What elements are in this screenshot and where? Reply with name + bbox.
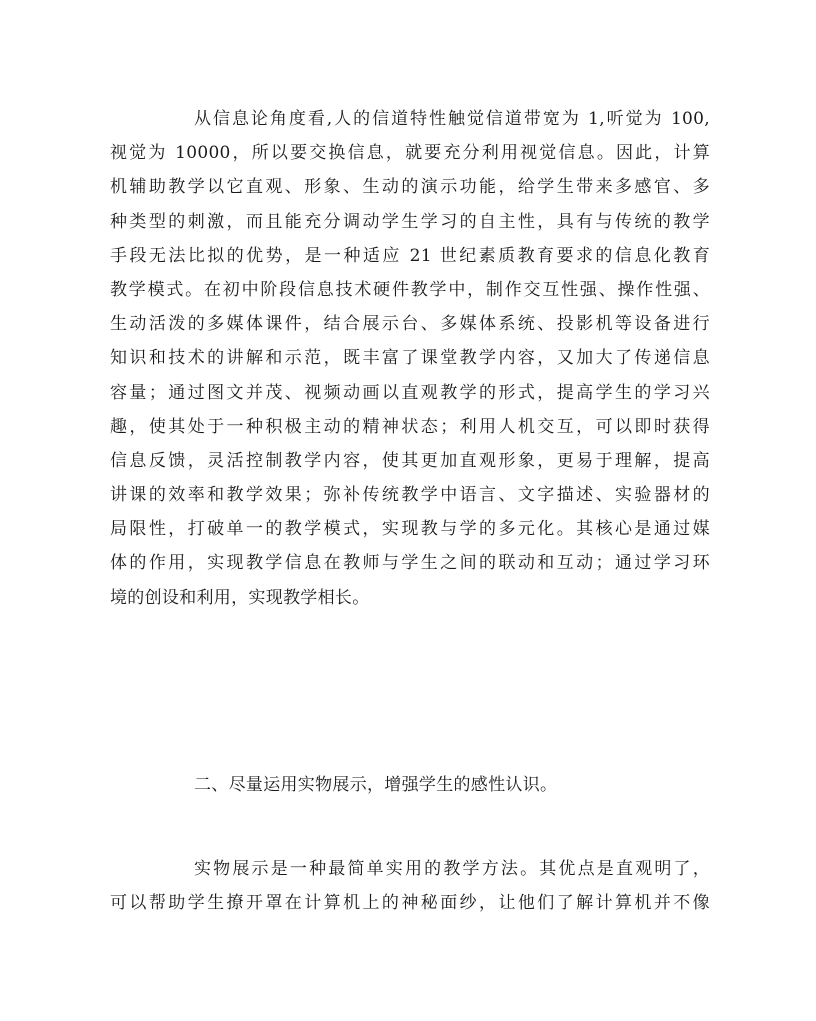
paragraph-object-display: [110, 852, 710, 920]
paragraph-line: 教学模式。在初中阶段信息技术硬件教学中，制作交互性强、操作性强、: [110, 279, 710, 300]
paragraph-line: 趣，使其处于一种积极主动的精神状态；利用人机交互，可以即时获得: [110, 416, 710, 437]
section-heading: [110, 768, 710, 802]
paragraph-line: 可以帮助学生撩开罩在计算机上的神秘面纱，让他们了解计算机并不像: [110, 893, 710, 914]
paragraph-line: 境的创设和利用，实现教学相长。: [110, 587, 370, 608]
paragraph-line: 手段无法比拟的优势，是一种适应 21 世纪素质教育要求的信息化教育: [110, 245, 710, 266]
paragraph-line: 种类型的刺激，而且能充分调动学生学习的自主性，具有与传统的教学: [110, 211, 710, 232]
section-heading-text: 二、尽量运用实物展示，增强学生的感性认识。: [194, 775, 558, 795]
paragraph-line: 信息反馈，灵活控制教学内容，使其更加直观形象，更易于理解，提高: [110, 450, 710, 471]
paragraph-line: 生动活泼的多媒体课件，结合展示台、多媒体系统、投影机等设备进行: [110, 314, 710, 335]
paragraph-line: 容量；通过图文并茂、视频动画以直观教学的形式，提高学生的学习兴: [110, 382, 710, 403]
paragraph-line: 视觉为 10000，所以要交换信息，就要充分利用视觉信息。因此，计算: [110, 143, 710, 164]
paragraph-line: 知识和技术的讲解和示范，既丰富了课堂教学内容，又加大了传递信息: [110, 348, 710, 369]
paragraph-visual-information: [110, 102, 710, 615]
paragraph-line: 局限性，打破单一的教学模式，实现教与学的多元化。其核心是通过媒: [110, 519, 710, 540]
paragraph-line: 机辅助教学以它直观、形象、生动的演示功能，给学生带来多感官、多: [110, 177, 710, 198]
paragraph-line: 实物展示是一种最简单实用的教学方法。其优点是直观明了，: [194, 859, 710, 879]
paragraph-line: 讲课的效率和教学效果；弥补传统教学中语言、文字描述、实验器材的: [110, 485, 710, 506]
paragraph-line: 从信息论角度看,人的信道特性触觉信道带宽为 1,听觉为 100,: [194, 109, 710, 129]
paragraph-line: 体的作用，实现教学信息在教师与学生之间的联动和互动；通过学习环: [110, 553, 710, 574]
